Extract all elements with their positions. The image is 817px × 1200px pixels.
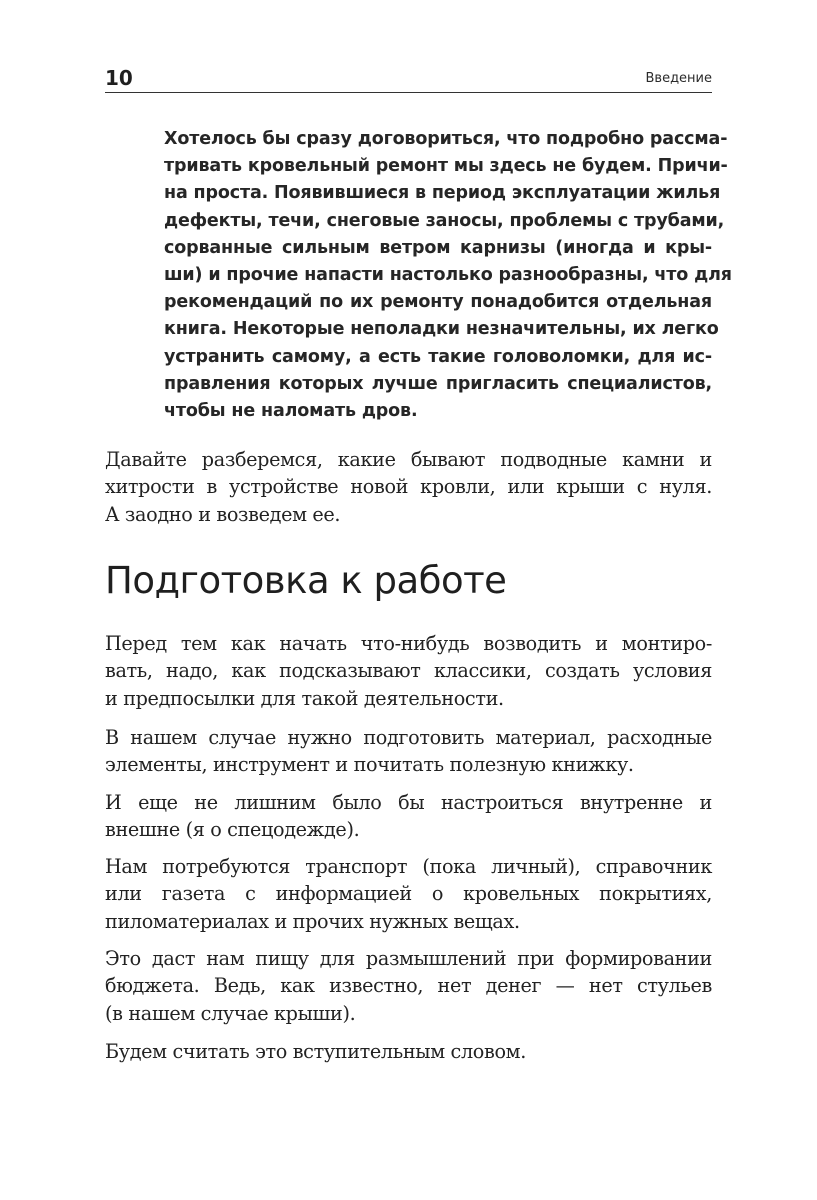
- section-heading: Подготовка к работе: [105, 559, 507, 602]
- paragraph-line: Будем считать это вступительным словом.: [105, 1040, 526, 1063]
- paragraph-line: И еще не лишним было бы настроиться внутренне и: [105, 791, 712, 814]
- paragraph-6: [105, 1038, 712, 1065]
- paragraph-line: хитрости в устройстве новой кровли, или крыши с нуля.: [105, 475, 712, 499]
- callout-line: ши) и прочие напасти настолько разнообразны, что для: [164, 264, 732, 285]
- paragraph-line: элементы, инструмент и почитать полезную книжку.: [105, 753, 634, 777]
- paragraph-line: или газета с информацией о кровельных покрытиях,: [105, 882, 712, 906]
- paragraph-line: Давайте разберемся, какие бывают подводные камни и: [105, 448, 712, 471]
- callout-line: книга. Некоторые неполадки незначительны, их легко: [164, 319, 719, 340]
- paragraph-5: [105, 945, 712, 1027]
- callout-line: сорванные сильным ветром карнизы (иногда и кры-: [164, 237, 712, 258]
- paragraph-line: вать, надо, как подсказывают классики, создать условия: [105, 659, 712, 683]
- paragraph-4: [105, 853, 712, 935]
- running-header: [105, 66, 712, 93]
- paragraph-line: и предпосылки для такой деятельности.: [105, 686, 504, 710]
- callout-line: устранить самому, а есть такие головоломки, для ис-: [164, 346, 712, 367]
- paragraph-line: Это даст нам пищу для размышлений при формировании: [105, 947, 712, 970]
- running-header-section-name: Введение: [645, 71, 712, 86]
- paragraph-1: [105, 630, 712, 712]
- callout-line: Хотелось бы сразу договориться, что подробно рассма-: [164, 129, 728, 149]
- paragraph-3: [105, 789, 712, 844]
- paragraph-line: Нам потребуются транспорт (пока личный), справочник: [105, 855, 712, 878]
- paragraph-line: А заодно и возведем ее.: [105, 502, 341, 526]
- paragraph-line: пиломатериалах и прочих нужных вещах.: [105, 909, 520, 933]
- paragraph-2: [105, 724, 712, 779]
- callout-line: дефекты, течи, снеговые заносы, проблемы с трубами,: [164, 210, 725, 231]
- callout-line: рекомендаций по их ремонту понадобится отдельная: [164, 292, 712, 313]
- paragraph-line: (в нашем случае крыши).: [105, 1001, 356, 1025]
- paragraph-line: внешне (я о спецодежде).: [105, 818, 360, 842]
- callout-line: на проста. Появившиеся в период эксплуатации жилья: [164, 183, 721, 204]
- paragraph-line: В нашем случае нужно подготовить материал, расходные: [105, 726, 712, 749]
- paragraph-line: Перед тем как начать что-нибудь возводить и монтиро-: [105, 632, 712, 655]
- paragraph-line: бюджета. Ведь, как известно, нет денег — нет стульев: [105, 974, 712, 998]
- intro-paragraph: [105, 446, 712, 528]
- bold-callout-paragraph: [164, 126, 732, 425]
- callout-line: правления которых лучше пригласить специалистов,: [164, 373, 712, 394]
- callout-line: тривать кровельный ремонт мы здесь не будем. Причи-: [164, 156, 728, 177]
- page-number: 10: [105, 66, 133, 90]
- callout-line: чтобы не наломать дров.: [164, 400, 418, 421]
